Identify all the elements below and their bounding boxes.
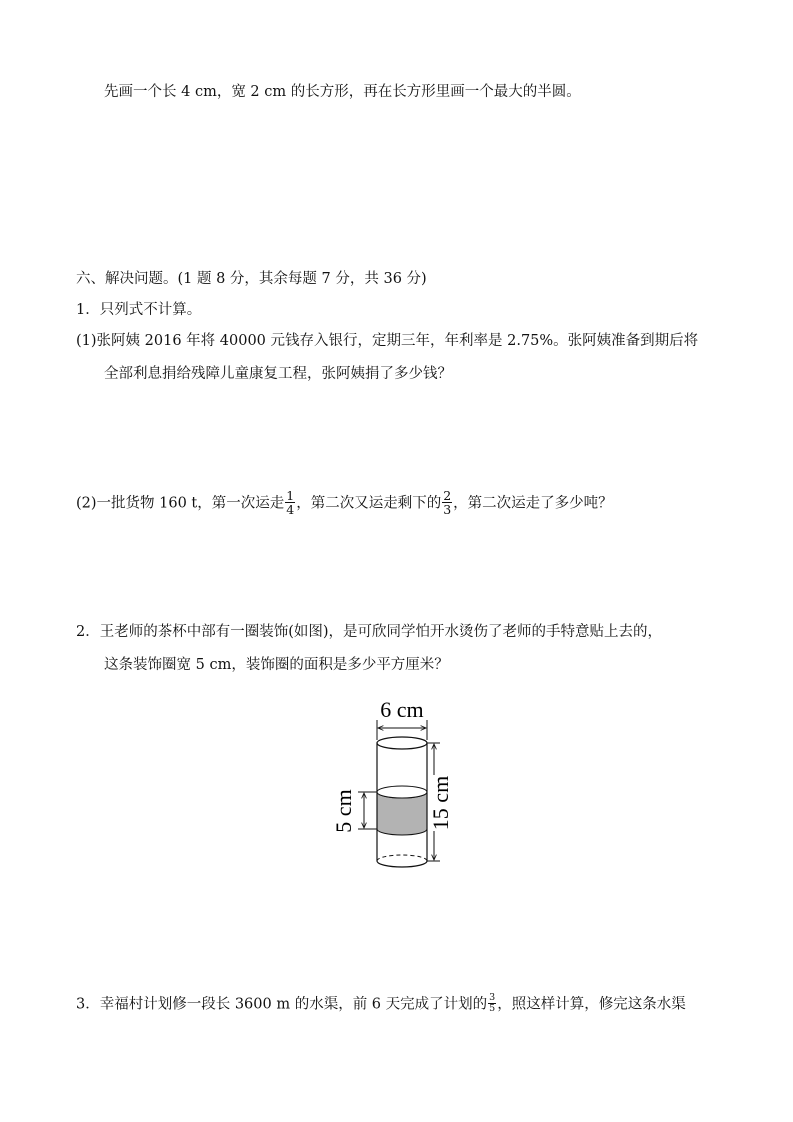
fraction-numerator: 2 [443, 488, 452, 503]
q1-label: 1．只列式不计算。 [76, 302, 202, 318]
q1-part2-text-c: ，第二次运走了多少吨？ [453, 495, 613, 512]
fraction-three-fifths [488, 993, 496, 1014]
fraction-two-thirds [442, 489, 452, 516]
cup-bottom-back [377, 855, 427, 861]
q3-line1 [76, 994, 686, 1015]
q3-text-b: ，照这样计算，修完这条水渠 [497, 996, 686, 1013]
cup-top-rim [377, 737, 427, 749]
q1-part1-line2: 全部利息捐给残障儿童康复工程，张阿姨捐了多少钱？ [104, 366, 452, 382]
q1-part2-text-a: (2)一批货物 160 t，第一次运走 [76, 495, 285, 512]
fraction-numerator: 3 [489, 992, 496, 1003]
cup-figure [320, 695, 490, 875]
q2-line2: 这条装饰圈宽 5 cm，装饰圈的面积是多少平方厘米？ [104, 657, 449, 673]
diameter-label: 6 cm [380, 697, 424, 722]
q1-part2 [76, 490, 613, 517]
q3-text-a: 3．幸福村计划修一段长 3600 m 的水渠，前 6 天完成了计划的 [76, 996, 488, 1013]
section-title: 六、解决问题。(1 题 8 分，其余每题 7 分，共 36 分) [76, 271, 427, 287]
q1-part1-line1: (1)张阿姨 2016 年将 40000 元钱存入银行，定期三年，年利率是 2.75%。张阿姨准备到期后将 [76, 333, 699, 349]
drawing-instruction: 先画一个长 4 cm，宽 2 cm 的长方形，再在长方形里画一个最大的半圆。 [104, 84, 581, 100]
height-label: 15 cm [428, 775, 453, 831]
fraction-numerator: 1 [286, 488, 295, 503]
fraction-denominator: 4 [286, 502, 295, 517]
fraction-denominator: 3 [443, 502, 452, 517]
fraction-denominator: 5 [489, 1003, 496, 1014]
q2-line1: 2．王老师的茶杯中部有一圈装饰(如图)，是可欣同学怕开水烫伤了老师的手特意贴上去的， [76, 624, 663, 640]
band-label: 5 cm [331, 789, 356, 833]
q1-part2-text-b: ，第二次又运走剩下的 [296, 495, 442, 512]
band-top-edge [377, 786, 427, 798]
cup-bottom-front [377, 861, 427, 867]
fraction-one-quarter [285, 489, 295, 516]
